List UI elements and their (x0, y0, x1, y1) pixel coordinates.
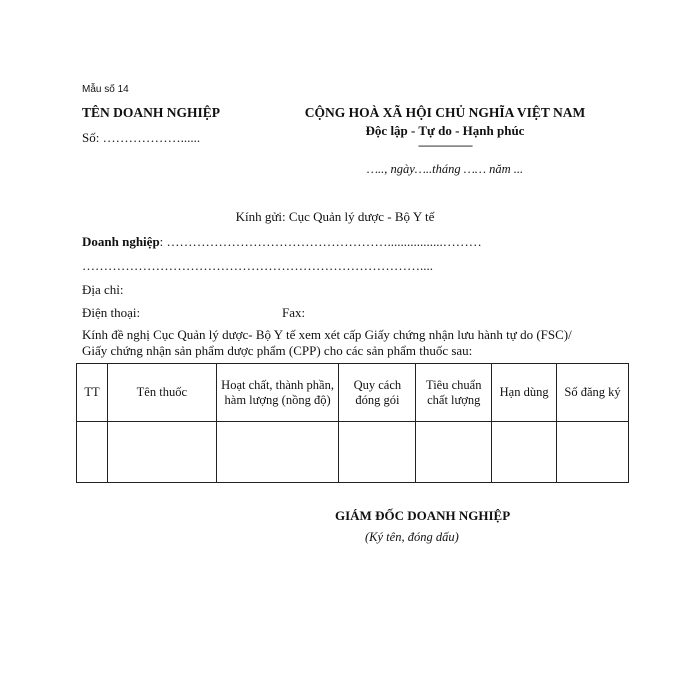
director-title: GIÁM ĐỐC DOANH NGHIỆP (335, 508, 511, 523)
table-cell (416, 422, 492, 483)
header-expiry: Hạn dùng (492, 364, 557, 422)
table-cell (557, 422, 629, 483)
product-table (76, 363, 629, 483)
national-motto: Độc lập - Tự do - Hạnh phúc (365, 123, 525, 138)
form-number: Mẫu số 14 (82, 84, 129, 95)
recipient-line: Kính gửi: Cục Quản lý dược - Bộ Y tế (235, 209, 435, 224)
business-dots: : …………………………………………….................……… (159, 234, 482, 249)
phone-field: Điện thoại: (82, 305, 141, 320)
header-active-ingredient: Hoạt chất, thành phần, hàm lượng (nồng độ) (216, 364, 339, 422)
table-header-row (77, 364, 629, 422)
document-number-line: Số: ………………...... (82, 130, 201, 145)
header-registration-number: Số đăng ký (557, 364, 629, 422)
nation-title: CỘNG HOÀ XÃ HỘI CHỦ NGHĨA VIỆT NAM (304, 105, 586, 120)
request-text-line-2: Giấy chứng nhận sản phẩm dược phẩm (CPP) cho các sản phẩm thuốc sau: (82, 343, 473, 358)
table-cell (77, 422, 108, 483)
business-field-continuation: …………………………………………………………………….... (82, 258, 433, 273)
business-label: Doanh nghiệp (82, 234, 160, 249)
date-line: ….., ngày…..tháng …… năm ... (366, 162, 524, 176)
header-tt: TT (77, 364, 108, 422)
table-cell (216, 422, 339, 483)
address-field: Địa chỉ: (82, 282, 124, 297)
motto-underline: ------------------ (418, 138, 472, 152)
header-packaging: Quy cách đóng gói (339, 364, 416, 422)
company-name-label: TÊN DOANH NGHIỆP (82, 105, 221, 120)
fax-field: Fax: (282, 305, 306, 320)
table-row (77, 422, 629, 483)
business-field (82, 234, 482, 250)
signature-note: (Ký tên, đóng dấu) (365, 530, 459, 544)
header-quality-standard: Tiêu chuẩn chất lượng (416, 364, 492, 422)
request-text-line-1: Kính đề nghị Cục Quản lý dược- Bộ Y tế xem xét cấp Giấy chứng nhận lưu hành tự do (FSC)/ (82, 327, 572, 342)
header-drug-name: Tên thuốc (107, 364, 216, 422)
table-cell (107, 422, 216, 483)
table-cell (339, 422, 416, 483)
table-cell (492, 422, 557, 483)
